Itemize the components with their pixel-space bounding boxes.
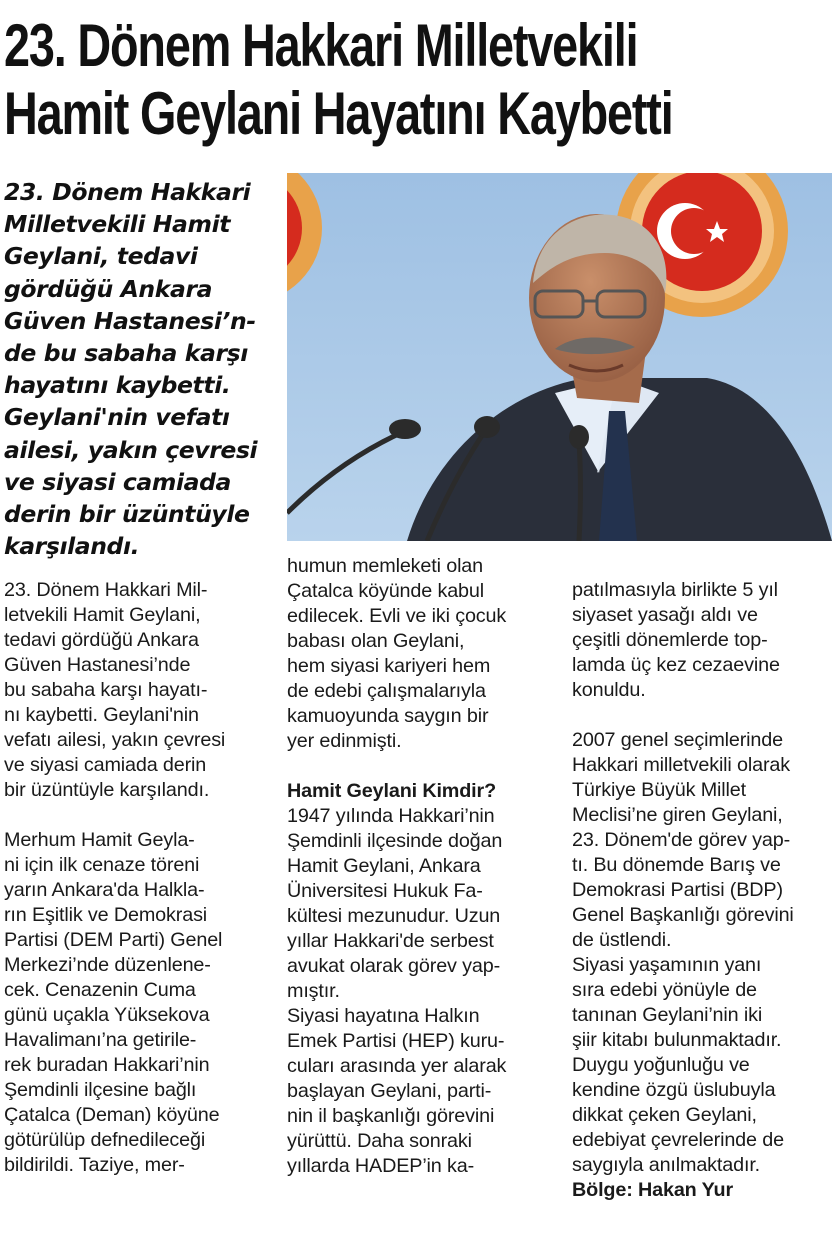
body-paragraph: patılmasıyla birlikte 5 yıl siyaset yasağı aldı ve çeşitli dönemlerde top- lamda üç kez cezaevine konuldu.: [572, 579, 780, 701]
article-column-3: [572, 578, 834, 1203]
body-paragraph: 2007 genel seçimlerinde Hakkari milletvekili olarak Türkiye Büyük Millet Meclisi’ne giren Geylani, 23. Dönem'de görev yap- tı. Bu dönemde Barış ve Demokrasi Partisi (BDP) Genel Başkanlığı görevini de üstlendi. Siyasi yaşamının yanı sıra edebi yönüyle de tanınan Geylani’nin iki şiir kitabı bulunmaktadır. Duygu yoğunluğu ve kendine özgü üslubuyla dikkat çeken Geylani, edebiyat çevrelerinde de saygıyla anılmaktadır.: [572, 729, 794, 1176]
lead-paragraph: 23. Dönem Hakkari Milletvekili Hamit Geylani, tedavi gördüğü Ankara Güven Hastanesi’n- de bu sabaha karşı hayatını kaybetti. Geylani'nin vefatı ailesi, yakın çevresi ve siyasi camiada derin bir üzüntüyle karşılandı.: [4, 178, 258, 561]
article-column-2: [287, 554, 561, 1179]
body-paragraph: Merhum Hamit Geyla- ni için ilk cenaze töreni yarın Ankara'da Halkla- rın Eşitlik ve Demokrasi Partisi (DEM Parti) Genel Merkezi’nde düzenlene- cek. Cenazenin Cuma günü uçakla Yüksekova Havalimanı’na getirile- rek buradan Hakkari’nin Şemdinli ilçesine bağlı Çatalca (Deman) köyüne götürülüp defnedileceği bildirildi. Taziye, mer-: [4, 829, 223, 1176]
body-paragraph: 23. Dönem Hakkari Mil- letvekili Hamit Geylani, tedavi gördüğü Ankara Güven Hastanesi’nde bu sabaha karşı hayatı- nı kaybetti. Geylani'nin vefatı ailesi, yakın çevresi ve siyasi camiada derin bir üzüntüyle karşılandı.: [4, 579, 226, 801]
body-paragraph: humun memleketi olan Çatalca köyünde kabul edilecek. Evli ve iki çocuk babası olan Geylani, hem siyasi kariyeri hem de edebi çalışmalarıyla kamuoyunda saygın bir yer edinmişti.: [287, 555, 507, 752]
portrait-photo-illustration: [287, 173, 832, 541]
article-column-1: [4, 578, 274, 1178]
article-photo: [287, 173, 832, 541]
headline-line-2: Hamit Geylani Hayatını Kaybetti: [4, 80, 673, 147]
headline-line-1: 23. Dönem Hakkari Milletvekili: [4, 12, 638, 79]
body-paragraph: 1947 yılında Hakkari’nin Şemdinli ilçesinde doğan Hamit Geylani, Ankara Üniversitesi Hukuk Fa- kültesi mezunudur. Uzun yıllar Hakkari'de serbest avukat olarak görev yap- mıştır. Siyasi hayatına Halkın Emek Partisi (HEP) kuru- cuları arasında yer alarak başlayan Geylani, parti- nin il başkanlığı görevini yürüttü. Daha sonraki yıllarda HADEP’in ka-: [287, 805, 507, 1177]
byline: Bölge: Hakan Yur: [572, 1179, 734, 1201]
section-subheading: Hamit Geylani Kimdir?: [287, 780, 496, 802]
headline: [4, 12, 673, 148]
